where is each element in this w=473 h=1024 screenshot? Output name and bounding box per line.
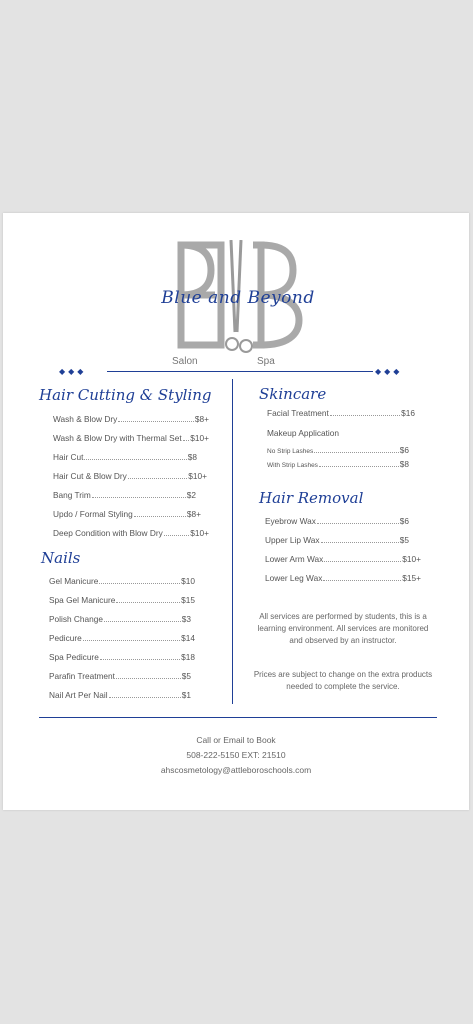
salon-logo: [153, 240, 323, 367]
list-item: Gel Manicure $10: [49, 576, 195, 586]
students-note: All services are performed by students, this is a learning environment. All services are monitored and observed by an instructor.: [257, 612, 429, 645]
list-item: Upper Lip Wax $5: [265, 535, 409, 545]
list-item: With Strip Lashes $8: [267, 459, 409, 469]
list-item: Polish Change $3: [49, 614, 191, 624]
hair-section-title: Hair Cutting & Styling: [39, 386, 212, 404]
ornament-left: ◆◆◆: [59, 367, 87, 376]
list-item: Pedicure $14: [49, 633, 195, 643]
makeup-label: Makeup Application: [267, 428, 339, 438]
menu-sheet: [3, 213, 469, 810]
list-item: Parafin Treatment $5: [49, 671, 191, 681]
list-item: Bang Trim $2: [53, 490, 196, 500]
top-divider: [107, 371, 373, 372]
list-item: Spa Gel Manicure $15: [49, 595, 195, 605]
skincare-section-title: Skincare: [259, 385, 327, 403]
list-item: Eyebrow Wax $6: [265, 516, 409, 526]
prices-note: Prices are subject to change on the extra products needed to complete the service.: [253, 670, 433, 691]
hair-removal-section-title: Hair Removal: [259, 489, 364, 507]
contact-call-label: Call or Email to Book: [196, 735, 276, 745]
list-item: Facial Treatment $16: [267, 408, 415, 418]
contact-phone: 508-222-5150 EXT: 21510: [186, 750, 286, 760]
list-item: Hair Cut & Blow Dry $10+: [53, 471, 207, 481]
brand-name: Blue and Beyond: [161, 288, 315, 308]
list-item: Hair Cut $8: [53, 452, 197, 462]
salon-label: Salon: [172, 356, 198, 367]
list-item: Wash & Blow Dry with Thermal Set $10+: [53, 433, 209, 443]
contact-block: [3, 733, 469, 778]
list-item: Updo / Formal Styling $8+: [53, 509, 201, 519]
list-item: Lower Leg Wax $15+: [265, 573, 421, 583]
contact-email: ahscosmetology@attleboroschools.com: [160, 765, 312, 775]
list-item: Spa Pedicure $18: [49, 652, 195, 662]
spa-label: Spa: [257, 356, 275, 367]
ornament-right: ◆◆◆: [375, 367, 403, 376]
nails-section-title: Nails: [41, 549, 81, 567]
list-item: Deep Condition with Blow Dry $10+: [53, 528, 209, 538]
list-item: Lower Arm Wax $10+: [265, 554, 421, 564]
column-divider: [232, 379, 233, 704]
bottom-divider: [39, 717, 437, 718]
list-item: No Strip Lashes $6: [267, 445, 409, 455]
list-item: Wash & Blow Dry $8+: [53, 414, 209, 424]
list-item: Nail Art Per Nail $1: [49, 690, 191, 700]
